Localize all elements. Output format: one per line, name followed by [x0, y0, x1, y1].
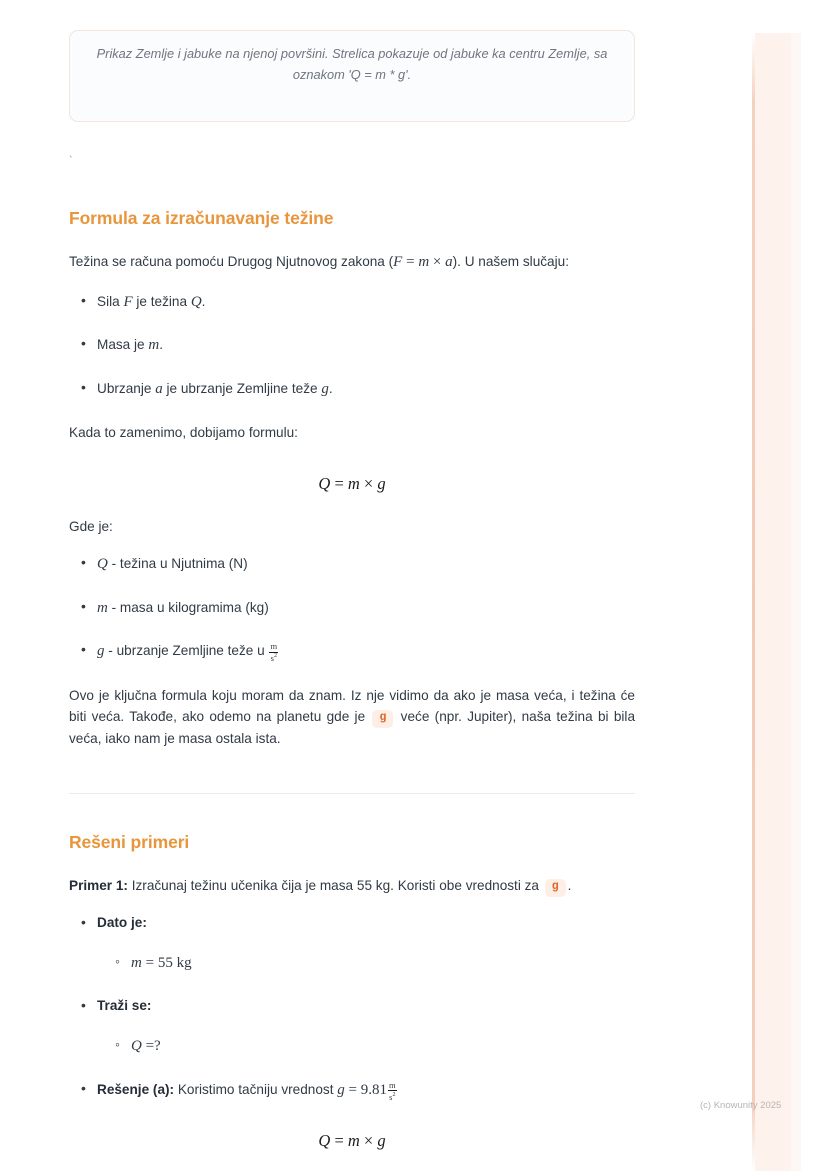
fraction-denominator-exponent: 2 — [392, 1091, 396, 1098]
solution-text: Koristimo tačniju vrednost — [174, 1081, 338, 1097]
math-op-equals: = — [141, 955, 158, 972]
math-var-Q: Q — [318, 1131, 331, 1151]
adjacent-page-strip — [735, 0, 828, 1171]
primer-1-paragraph — [69, 875, 635, 897]
math-var-Q: Q — [318, 473, 331, 493]
math-number-55: 55 — [157, 955, 173, 972]
math-var-m: m — [97, 599, 108, 616]
math-op-equals: = — [344, 1081, 361, 1098]
primer-1-label: Primer 1: — [69, 878, 128, 894]
display-formula-weight — [69, 474, 635, 494]
math-op-times: × — [359, 473, 378, 493]
math-var-Q: Q — [190, 293, 202, 310]
section-heading-examples: Rešeni primeri — [69, 832, 190, 853]
fraction-denominator: $s^2$ — [389, 1091, 396, 1102]
bullet-text-mid: je težina — [132, 293, 191, 309]
list-item — [95, 597, 635, 620]
bullet-text-pre: Ubrzanje — [97, 380, 156, 396]
list-item — [95, 913, 635, 975]
math-var-Q: Q — [131, 1038, 142, 1055]
list-item — [95, 378, 635, 401]
math-var-m: m — [347, 473, 360, 493]
list-item — [131, 1035, 635, 1058]
list-item — [95, 996, 635, 1058]
math-var-m: m — [347, 1131, 360, 1151]
section-heading-formula: Formula za izračunavanje težine — [69, 208, 334, 228]
adjacent-page-sheet-fade — [791, 33, 801, 1171]
math-var-F: F — [393, 254, 403, 270]
list-item — [95, 334, 635, 357]
definition-text: - ubrzanje Zemljine teže u — [104, 643, 269, 659]
display-formula-weight-solution — [69, 1131, 635, 1151]
math-var-a: a — [445, 254, 453, 270]
document-content — [69, 0, 635, 1151]
definition-text: - težina u Njutnima (N) — [107, 556, 248, 572]
example-steps-list — [69, 913, 635, 1101]
math-var-F: F — [123, 293, 133, 310]
definitions-list — [69, 553, 635, 663]
math-op-times: × — [359, 1131, 378, 1151]
figure-caption-box — [69, 30, 635, 122]
formula-component-list — [69, 291, 635, 401]
watermark-copyright: (c) Knowunity 2025 — [700, 1100, 782, 1111]
page-seam-line — [752, 33, 755, 1171]
math-var-g: g — [377, 473, 386, 493]
primer-1-text-1: Izračunaj težinu učenika čija je masa 55 kg. Koristi obe vrednosti za — [127, 878, 543, 894]
math-var-m: m — [148, 337, 160, 354]
primer-1-text-2: . — [567, 878, 572, 894]
bullet-text-mid: je ubrzanje Zemljine teže — [162, 380, 322, 396]
inline-code-g: g — [372, 710, 393, 728]
math-var-g: g — [377, 1131, 386, 1151]
figure-caption-text: Prikaz Zemlje i jabuke na njenoj površini. Strelica pokazuje od jabuke ka centru Zemlje, sa oznakom 'Q = m * g'. — [96, 46, 608, 83]
intro-text-before: Težina se računa pomoću Drugog Njutnovog zakona ( — [69, 254, 394, 269]
adjacent-page-sheet — [755, 33, 791, 1171]
fraction-denominator: $s^2$ — [270, 652, 277, 663]
math-op-times: × — [429, 254, 446, 270]
math-number-9-81: 9.81 — [360, 1081, 387, 1098]
bullet-text-pre: Sila — [97, 293, 124, 309]
bullet-text-post: . — [328, 380, 333, 396]
gde-je-paragraph: Gde je: — [69, 518, 113, 534]
intro-paragraph — [69, 251, 635, 275]
list-item — [131, 952, 635, 975]
closing-text-2: veće (npr. Jupiter), naša težina bi bila veća, iako nam je masa ostala ista. — [69, 709, 636, 746]
inline-code-g: g — [545, 879, 566, 897]
unit-fraction-m-per-s2 — [269, 642, 278, 662]
intro-text-after: ). U našem slučaju: — [452, 254, 569, 269]
math-op-equals-question-text: =? — [145, 1038, 161, 1055]
math-var-g: g — [321, 380, 329, 397]
after-bullets-paragraph: Kada to zamenimo, dobijamo formulu: — [69, 425, 298, 441]
fraction-numerator: m — [270, 641, 278, 652]
closing-paragraph — [69, 685, 635, 750]
list-item — [95, 640, 635, 663]
unit-fraction-m-per-s2 — [388, 1081, 397, 1101]
math-op-equals: = — [330, 473, 348, 493]
math-var-m: m — [131, 955, 142, 972]
bullet-text-post: . — [159, 337, 163, 353]
closing-text-1: Ovo je ključna formula koju moram da znam. Iz nje vidimo da ako je masa veća, i težina će biti veća. Takođe, ako odemo na planetu gde je — [69, 687, 635, 725]
math-unit-kg-text: kg — [176, 955, 192, 972]
list-item — [95, 291, 635, 314]
given-values-sublist — [97, 952, 635, 975]
bullet-text-pre: Masa je — [97, 337, 149, 353]
math-op-equals: = — [330, 1131, 348, 1151]
unknown-values-sublist — [97, 1035, 635, 1058]
bullet-text-post: . — [201, 293, 206, 309]
list-item — [95, 553, 635, 576]
math-var-g: g — [97, 643, 105, 660]
solution-label: Rešenje (a): — [97, 1081, 175, 1097]
math-var-a: a — [155, 380, 163, 397]
fraction-denominator-exponent: 2 — [273, 653, 277, 659]
step-label-trazi-se: Traži se: — [97, 997, 152, 1013]
math-var-g: g — [337, 1081, 345, 1098]
math-var-m: m — [418, 254, 430, 270]
math-var-Q: Q — [97, 556, 108, 573]
step-label-dato-je: Dato je: — [97, 914, 147, 930]
stray-backtick-mark: ` — [69, 155, 73, 167]
math-op-equals: = — [402, 254, 419, 270]
list-item — [95, 1079, 635, 1102]
fraction-numerator: m — [388, 1079, 396, 1090]
definition-text: - masa u kilogramima (kg) — [107, 599, 269, 615]
section-divider — [69, 793, 635, 794]
